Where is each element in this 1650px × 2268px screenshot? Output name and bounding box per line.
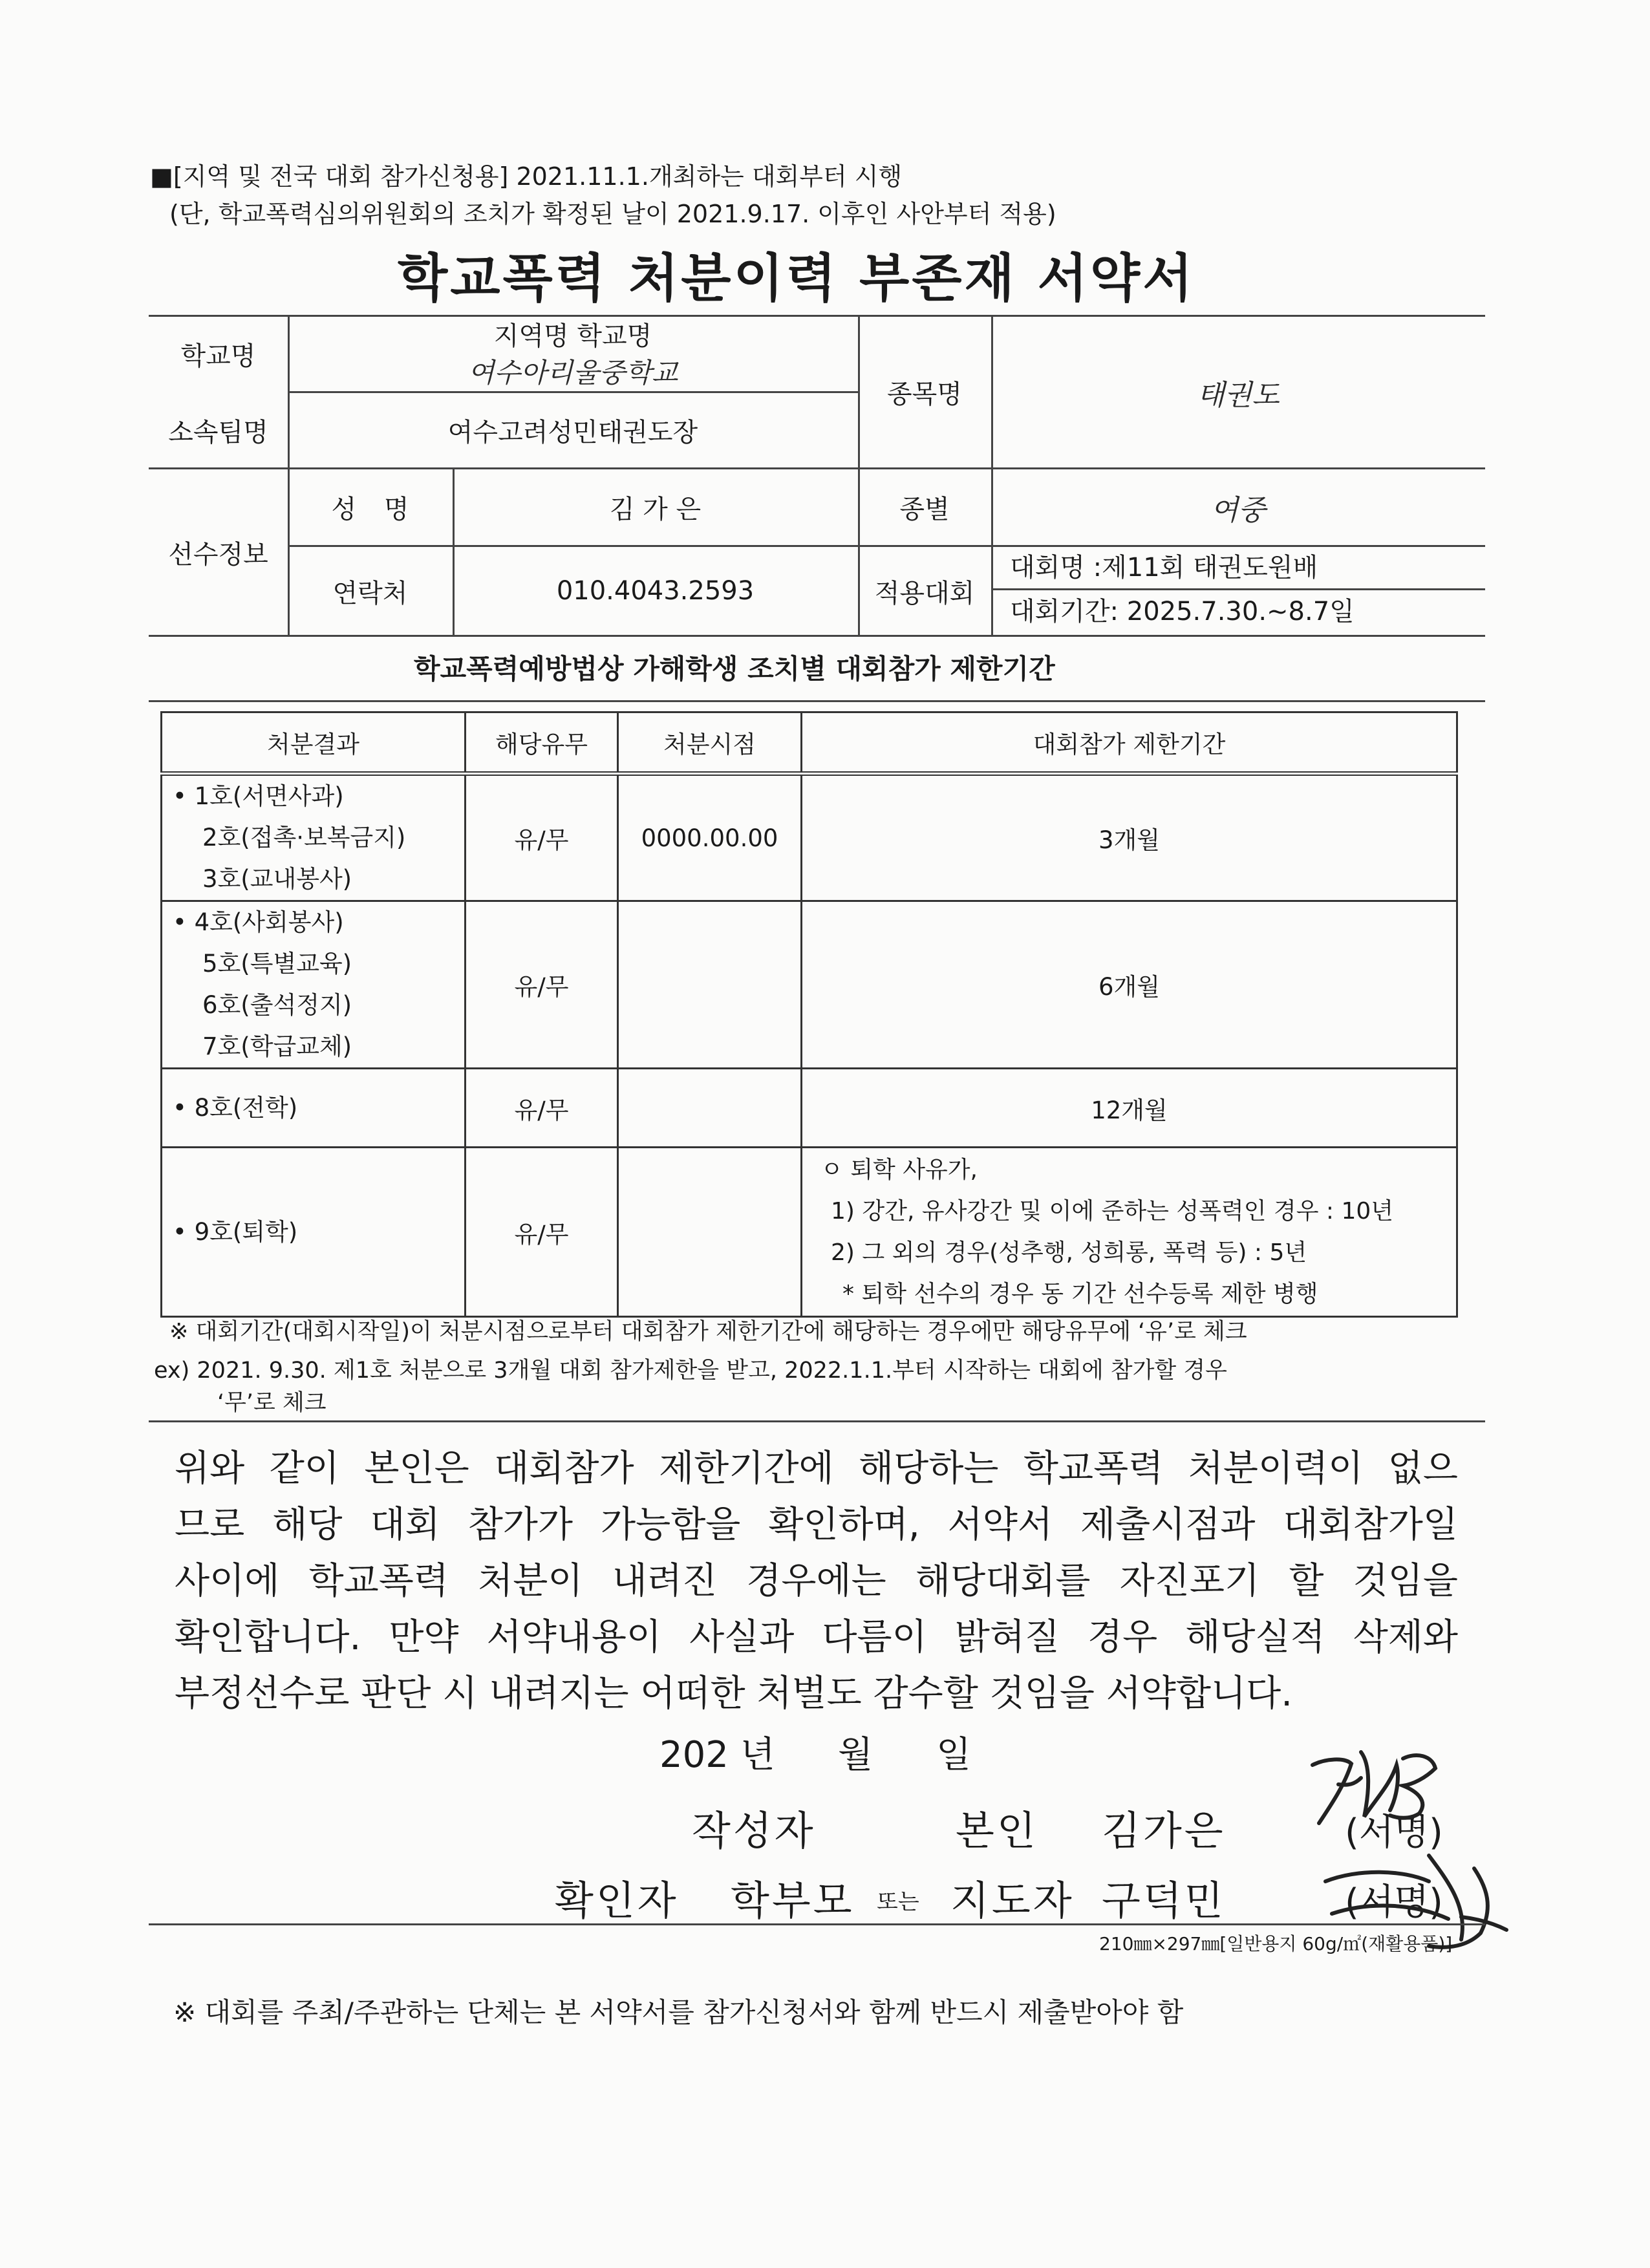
pledge-line: 위와 같이 본인은 대회참가 제한기간에 해당하는 학교폭력 처분이력이 없으: [175, 1448, 1458, 1490]
note-line1: ※ 대회기간(대회시작일)이 처분시점으로부터 대회참가 제한기간에 해당하는 경우에만 해당유무에 ‘유’로 체크: [169, 1319, 1247, 1345]
confirmer-role1: 학부모: [731, 1877, 855, 1924]
table-row: [162, 1148, 1457, 1317]
pledge-line: 사이에 학교폭력 처분이 내려진 경우에는 해당대회를 자진포기 할 것임을: [175, 1560, 1458, 1602]
note-line3: ‘무’로 체크: [217, 1390, 327, 1416]
has-cell: 유/무: [466, 901, 618, 1069]
list-item: • 9호(퇴학): [173, 1217, 298, 1246]
sport-value: 태권도: [1197, 378, 1280, 412]
has-cell: 유/무: [466, 774, 618, 901]
confirmer-or: 또는: [877, 1889, 919, 1915]
date-cell: [618, 1148, 802, 1317]
confirmer-sign-label: (서명): [1345, 1881, 1443, 1923]
limit-cell: 12개월: [802, 1069, 1457, 1148]
date-cell: 0000.00.00: [618, 774, 802, 901]
date-cell: [618, 1069, 802, 1148]
limit-cell: 3개월: [802, 774, 1457, 901]
writer-role: 본인: [956, 1807, 1038, 1854]
school-sublabel: 지역명 학교명: [493, 321, 652, 351]
note-line2: ex) 2021. 9.30. 제1호 처분으로 3개월 대회 참가제한을 받고, 2022.1.1.부터 시작하는 대회에 참가할 경우: [154, 1358, 1227, 1384]
col-header-result: 처분결과: [162, 712, 466, 774]
gender-label: 종별: [899, 495, 950, 524]
col-header-date: 처분시점: [618, 712, 802, 774]
pledge-line: 확인합니다. 만약 서약내용이 사실과 다름이 밝혀질 경우 해당실적 삭제와: [175, 1616, 1458, 1658]
list-item: 6호(출석정지): [202, 991, 352, 1019]
table-header-row: [162, 712, 1457, 774]
has-cell: 유/무: [466, 1148, 618, 1317]
contact-value: 010.4043.2593: [556, 576, 755, 606]
confirmer-label: 확인자: [555, 1877, 679, 1924]
col-header-limit: 대회참가 제한기간: [802, 712, 1457, 774]
contact-label: 연락처: [332, 578, 408, 608]
writer-name: 김가은: [1102, 1807, 1226, 1854]
list-item: ㅇ 퇴학 사유가,: [820, 1156, 978, 1183]
team-value: 여수고려성민태권도장: [447, 418, 698, 447]
list-item: 2호(접촉·보복금지): [202, 824, 406, 851]
pledge-line: 므로 해당 대회 참가가 가능함을 확인하며, 서약서 제출시점과 대회참가일: [175, 1504, 1458, 1546]
date-day: 일: [936, 1734, 972, 1776]
name-value: 김 가 은: [609, 495, 702, 524]
pledge-text: [175, 1440, 1458, 1722]
header-line1: ■[지역 및 전국 대회 참가신청용] 2021.11.1.개최하는 대회부터 시행: [150, 162, 903, 191]
paper-spec: 210㎜×297㎜[일반용지 60g/㎡(재활용품)]: [1099, 1933, 1453, 1954]
result-cell: [162, 774, 466, 901]
list-item: 7호(학급교체): [202, 1032, 352, 1060]
sport-label: 종목명: [887, 380, 962, 409]
has-cell: 유/무: [466, 1069, 618, 1148]
list-item: • 8호(전학): [173, 1093, 298, 1122]
page-title: 학교폭력 처분이력 부존재 서약서: [398, 248, 1195, 308]
list-item: 1) 강간, 유사강간 및 이에 준하는 성폭력인 경우 : 10년: [831, 1197, 1394, 1225]
date-cell: [618, 901, 802, 1069]
result-cell: [162, 1069, 466, 1148]
header-line2: (단, 학교폭력심의위원회의 조치가 확정된 날이 2021.9.17. 이후인 사안부터 적용): [169, 200, 1056, 228]
team-label: 소속팀명: [168, 418, 268, 447]
writer-signature: [1300, 1739, 1448, 1849]
result-cell: [162, 1148, 466, 1317]
event-name: 대회명 :제11회 태권도원배: [1010, 553, 1318, 583]
list-item: 5호(특별교육): [202, 950, 352, 978]
list-item: * 퇴학 선수의 경우 동 기간 선수등록 제한 병행: [842, 1280, 1318, 1307]
school-value: 여수아리울중학교: [467, 357, 678, 389]
list-item: • 4호(사회봉사): [173, 908, 344, 936]
player-label: 선수정보: [168, 539, 268, 570]
col-header-has: 해당유무: [466, 712, 618, 774]
list-item: 2) 그 외의 경우(성추행, 성희롱, 폭력 등) : 5년: [831, 1239, 1307, 1266]
school-label: 학교명: [180, 341, 256, 371]
table-row: [162, 1069, 1457, 1148]
list-item: 3호(교내봉사): [202, 865, 352, 893]
list-item: • 1호(서면사과): [173, 782, 344, 810]
footer-note: ※ 대회를 주최/주관하는 단체는 본 서약서를 참가신청서와 함께 반드시 제출받아야 함: [173, 1996, 1184, 2028]
result-cell: [162, 901, 466, 1069]
table-row: [162, 774, 1457, 901]
limit-cell: [802, 1148, 1457, 1317]
table-row: [162, 901, 1457, 1069]
writer-label: 작성자: [692, 1807, 816, 1854]
pledge-line: 부정선수로 판단 시 내려지는 어떠한 처벌도 감수할 것임을 서약합니다.: [175, 1673, 1292, 1715]
confirmer-role2: 지도자: [950, 1877, 1075, 1924]
confirmer-name: 구덕민: [1102, 1877, 1226, 1924]
gender-value: 여중: [1210, 493, 1266, 527]
writer-sign-label: (서명): [1345, 1812, 1443, 1854]
name-label: 성 명: [331, 495, 409, 524]
date-year: 202 년: [659, 1734, 775, 1776]
event-label: 적용대회: [874, 578, 975, 608]
event-period: 대회기간: 2025.7.30.~8.7일: [1010, 597, 1355, 626]
penalty-table: [160, 711, 1458, 1318]
limit-cell: 6개월: [802, 901, 1457, 1069]
date-month: 월: [838, 1734, 873, 1776]
section-title: 학교폭력예방법상 가해학생 조치별 대회참가 제한기간: [414, 653, 1055, 685]
